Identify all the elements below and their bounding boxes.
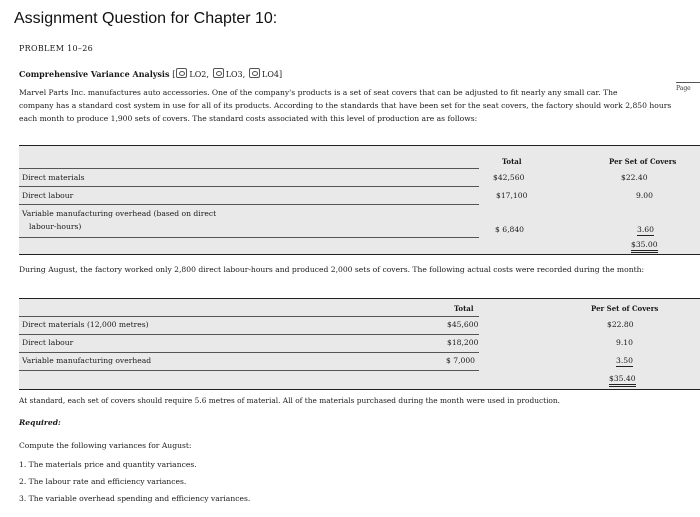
row-total: $45,600 [447,320,479,329]
open-bracket: [ [172,70,176,79]
task-item: 3. The variable overhead spending and efficiency variances. [19,494,251,503]
row-total: $ 6,840 [495,225,524,234]
row-label: Variable manufacturing overhead (based on direct [22,209,217,218]
lo-link-2[interactable]: LO3, [225,70,246,79]
row-per-set: $22.40 [621,173,648,182]
row-label: Direct materials (12,000 metres) [22,320,149,329]
row-divider [19,352,479,353]
row-total: $17,100 [496,191,528,200]
page-title: Assignment Question for Chapter 10: [14,10,278,27]
row-divider [19,370,479,371]
row-label-continued: labour-hours) [29,222,82,231]
column-header-total: Total [502,157,522,166]
row-divider [19,186,479,187]
row-per-set: 3.60 [637,225,654,234]
lo-link-1[interactable]: LO2, [189,70,209,79]
intro-paragraph [19,86,699,125]
problem-label: PROBLEM 10–26 [19,44,93,53]
row-label: Direct labour [22,338,74,347]
learning-objective-icon [213,68,224,78]
lo-link-3[interactable]: LO4 [262,70,279,79]
page-tag: Page [676,82,700,92]
row-per-set: 3.50 [616,356,633,365]
row-divider [19,168,479,169]
compute-instruction: Compute the following variances for August: [19,441,192,450]
close-bracket: ] [278,70,283,79]
problem-heading [19,68,282,79]
row-divider [19,334,479,335]
actual-cost-table [19,298,700,390]
task-item: 2. The labour rate and efficiency variances. [19,477,187,486]
row-label: Variable manufacturing overhead [22,356,152,365]
column-header-total: Total [454,304,474,313]
august-paragraph: During August, the factory worked only 2,800 direct labour-hours and produced 2,000 sets of covers. The following actual costs were recorded during the month: [19,265,645,274]
row-per-set: $22.80 [607,320,634,329]
column-header-per-set: Per Set of Covers [591,304,659,313]
learning-objective-icon [249,68,260,78]
total-per-set: $35.00 [631,240,658,253]
row-label: Direct materials [22,173,85,182]
row-total: $42,560 [493,173,525,182]
learning-objective-icon [176,68,187,78]
column-header-per-set: Per Set of Covers [609,157,677,166]
row-divider [19,237,479,238]
row-total: $18,200 [447,338,479,347]
intro-line: each month to produce 1,900 sets of covers. The standard costs associated with this level of production are as follows: [19,114,478,123]
row-total: $ 7,000 [446,356,475,365]
intro-line: company has a standard cost system in use for all of its products. According to the standards that have been set for the seat covers, the factory should work 2,850 hours [19,101,672,110]
required-label: Required: [19,418,61,427]
row-per-set: 9.10 [616,338,633,347]
row-divider [19,204,479,205]
total-per-set: $35.40 [609,374,636,387]
row-per-set: 9.00 [636,191,653,200]
heading-text: Comprehensive Variance Analysis [19,69,170,79]
intro-line: Marvel Parts Inc. manufactures auto accessories. One of the company's products is a set of seat covers that can be adjusted to fit nearly any small car. The [19,88,618,97]
standard-requirement-text: At standard, each set of covers should require 5.6 metres of material. All of the materials purchased during the month were used in production. [19,396,560,405]
standard-cost-table [19,145,700,255]
row-divider [19,316,479,317]
row-label: Direct labour [22,191,74,200]
task-item: 1. The materials price and quantity variances. [19,460,197,469]
